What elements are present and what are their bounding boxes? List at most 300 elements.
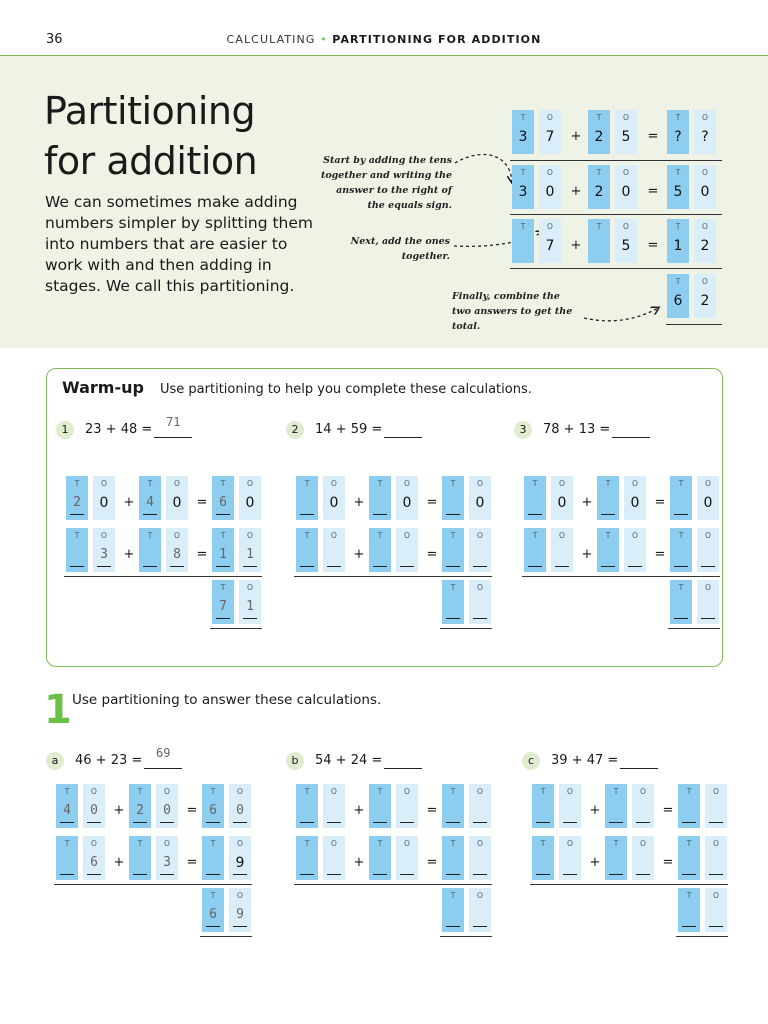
ones-cell — [323, 476, 345, 520]
header-bullet: • — [320, 33, 328, 46]
question-number: 2 — [286, 421, 304, 439]
total-underline — [676, 936, 728, 937]
equals-sign: = — [196, 495, 208, 510]
note-ones: Next, add the ones together. — [350, 236, 450, 262]
ones-cell[interactable] — [229, 888, 251, 932]
tens-cell — [667, 219, 689, 263]
ones-cell[interactable] — [83, 836, 105, 880]
ones-cell[interactable] — [632, 784, 654, 828]
ones-cell[interactable] — [559, 836, 581, 880]
tens-cell[interactable] — [296, 528, 318, 572]
ones-label: O — [477, 891, 483, 900]
write-line — [682, 822, 696, 823]
tens-cell[interactable] — [66, 528, 88, 572]
ones-cell[interactable] — [705, 836, 727, 880]
digit: 6 — [209, 803, 217, 818]
question-number: a — [46, 752, 64, 770]
tens-label: T — [450, 891, 456, 900]
tens-cell[interactable] — [66, 476, 88, 520]
tens-cell[interactable] — [605, 836, 627, 880]
answer-blank[interactable] — [154, 437, 192, 438]
tens-cell[interactable] — [597, 528, 619, 572]
write-line — [636, 874, 650, 875]
ones-label: O — [247, 531, 253, 540]
ones-label: O — [331, 839, 337, 848]
divider-line — [294, 884, 492, 885]
question-number: b — [286, 752, 304, 770]
answer-blank[interactable] — [612, 437, 650, 438]
warmup-instruction: Use partitioning to help you complete these calculations. — [160, 382, 532, 397]
tens-cell[interactable] — [212, 528, 234, 572]
total-underline — [200, 936, 252, 937]
tens-cell[interactable] — [442, 580, 464, 624]
ones-cell[interactable] — [166, 528, 188, 572]
arrow-tens — [455, 155, 512, 182]
write-line — [170, 566, 184, 567]
ones-cell — [694, 219, 716, 263]
equals-sign: = — [654, 495, 666, 510]
ones-label: O — [91, 839, 97, 848]
title-line-1: Partitioning — [44, 89, 256, 133]
write-line — [300, 514, 314, 515]
write-line — [609, 874, 623, 875]
digit: 9 — [235, 855, 245, 871]
question-text: 54 + 24 = — [315, 753, 383, 768]
ones-label: O — [559, 531, 565, 540]
ones-cell[interactable] — [229, 784, 251, 828]
write-line — [160, 874, 174, 875]
ones-label: O — [164, 787, 170, 796]
digit: 0 — [90, 803, 98, 818]
write-line — [555, 566, 569, 567]
ones-label: O — [477, 531, 483, 540]
ones-cell[interactable] — [323, 784, 345, 828]
digit: 0 — [700, 184, 710, 200]
write-line — [327, 566, 341, 567]
write-line — [636, 822, 650, 823]
ones-cell — [166, 476, 188, 520]
write-line — [243, 566, 257, 567]
ones-label: O — [404, 787, 410, 796]
ones-cell — [615, 219, 637, 263]
digit: 0 — [245, 495, 255, 511]
ones-label: O — [237, 839, 243, 848]
write-line — [327, 874, 341, 875]
write-line — [473, 566, 487, 567]
digit: 4 — [146, 495, 154, 510]
ones-cell — [694, 274, 716, 318]
note-tens: Start by adding the tens together and writing the answer to the right of the equals sign. — [320, 155, 452, 211]
digit: 0 — [236, 803, 244, 818]
ones-label: O — [713, 787, 719, 796]
tens-cell[interactable] — [369, 836, 391, 880]
write-line — [446, 874, 460, 875]
digit: 0 — [172, 495, 182, 511]
tens-cell[interactable] — [369, 528, 391, 572]
write-line — [601, 514, 615, 515]
write-line — [674, 618, 688, 619]
digit: 2 — [700, 293, 710, 309]
tens-cell[interactable] — [442, 784, 464, 828]
plus-sign: + — [353, 495, 365, 510]
tens-cell[interactable] — [369, 784, 391, 828]
digit: 0 — [99, 495, 109, 511]
ones-cell[interactable] — [239, 528, 261, 572]
divider-line — [522, 576, 720, 577]
ones-label: O — [477, 787, 483, 796]
ones-label: O — [713, 891, 719, 900]
write-line — [400, 822, 414, 823]
tens-label: T — [210, 839, 216, 848]
ones-cell[interactable] — [624, 528, 646, 572]
digit: 0 — [163, 803, 171, 818]
write-line — [473, 822, 487, 823]
tens-cell[interactable] — [202, 836, 224, 880]
write-line — [446, 514, 460, 515]
ones-label: O — [404, 531, 410, 540]
tens-cell[interactable] — [296, 476, 318, 520]
tens-label: T — [304, 479, 310, 488]
write-line — [473, 926, 487, 927]
tens-cell[interactable] — [139, 528, 161, 572]
digit: 9 — [236, 907, 244, 922]
digit: 2 — [73, 495, 81, 510]
digit: 0 — [402, 495, 412, 511]
digit: 5 — [673, 184, 683, 200]
digit: 3 — [518, 184, 528, 200]
answer-blank[interactable] — [144, 768, 182, 769]
tens-label: T — [450, 531, 456, 540]
tens-label: T — [377, 787, 383, 796]
ones-cell[interactable] — [469, 784, 491, 828]
digit: 5 — [621, 238, 631, 254]
ones-label: O — [547, 113, 553, 122]
tens-label: T — [147, 479, 153, 488]
question-text: 39 + 47 = — [551, 753, 619, 768]
question-text: 23 + 48 = — [85, 422, 153, 437]
tens-cell[interactable] — [670, 476, 692, 520]
question-text: 78 + 13 = — [543, 422, 611, 437]
write-line — [133, 822, 147, 823]
ones-label: O — [404, 839, 410, 848]
plus-sign: + — [353, 547, 365, 562]
ones-label: O — [477, 479, 483, 488]
ones-cell[interactable] — [323, 528, 345, 572]
tens-cell[interactable] — [442, 888, 464, 932]
ones-cell[interactable] — [396, 836, 418, 880]
digit: ? — [701, 129, 709, 145]
tens-cell[interactable] — [442, 476, 464, 520]
write-line — [233, 822, 247, 823]
write-line — [300, 566, 314, 567]
write-line — [473, 874, 487, 875]
tens-label: T — [678, 479, 684, 488]
ones-cell[interactable] — [469, 580, 491, 624]
tens-cell — [667, 165, 689, 209]
tens-cell[interactable] — [56, 784, 78, 828]
write-line — [682, 874, 696, 875]
write-line — [536, 874, 550, 875]
total-underline — [440, 936, 492, 937]
ones-cell[interactable] — [93, 528, 115, 572]
write-line — [701, 618, 715, 619]
write-line — [709, 926, 723, 927]
ones-cell[interactable] — [551, 528, 573, 572]
question-text: 14 + 59 = — [315, 422, 383, 437]
ones-label: O — [705, 583, 711, 592]
write-line — [373, 822, 387, 823]
ones-label: O — [174, 531, 180, 540]
digit: 7 — [545, 129, 555, 145]
ones-cell[interactable] — [229, 836, 251, 880]
tens-cell[interactable] — [139, 476, 161, 520]
ones-label: O — [247, 479, 253, 488]
write-line — [373, 874, 387, 875]
digit: 3 — [100, 547, 108, 562]
tens-cell[interactable] — [369, 476, 391, 520]
ones-cell — [396, 476, 418, 520]
ones-cell — [694, 165, 716, 209]
digit: 0 — [621, 184, 631, 200]
write-line — [528, 514, 542, 515]
equals-sign: = — [647, 238, 659, 253]
write-line — [528, 566, 542, 567]
ones-cell[interactable] — [469, 528, 491, 572]
tens-label: T — [137, 839, 143, 848]
write-line — [70, 566, 84, 567]
intro-text: We can sometimes make adding numbers simpler by splitting them into numbers that are easier to work with and then adding in stages. We call this partitioning. — [45, 193, 314, 295]
handwritten-answer: 71 — [166, 415, 181, 429]
write-line — [143, 566, 157, 567]
ones-cell[interactable] — [396, 784, 418, 828]
digit: 6 — [209, 907, 217, 922]
ones-label: O — [623, 222, 629, 231]
tens-cell[interactable] — [678, 888, 700, 932]
ones-cell[interactable] — [469, 888, 491, 932]
plus-sign: + — [113, 855, 125, 870]
tens-cell[interactable] — [442, 528, 464, 572]
tens-label: T — [64, 839, 70, 848]
plus-sign: + — [570, 129, 582, 144]
ones-cell[interactable] — [705, 784, 727, 828]
write-line — [206, 926, 220, 927]
plus-sign: + — [123, 547, 135, 562]
total-underline — [666, 324, 722, 325]
write-line — [216, 566, 230, 567]
example-arrows — [0, 0, 768, 360]
tens-label: T — [520, 222, 526, 231]
digit: 2 — [594, 129, 604, 145]
ones-label: O — [547, 222, 553, 231]
tens-cell[interactable] — [532, 836, 554, 880]
title-line-2: for addition — [44, 139, 258, 183]
tens-cell — [512, 110, 534, 154]
digit: 8 — [173, 547, 181, 562]
tens-cell[interactable] — [524, 476, 546, 520]
tens-cell[interactable] — [212, 476, 234, 520]
tens-label: T — [686, 891, 692, 900]
divider-line — [294, 576, 492, 577]
write-line — [400, 874, 414, 875]
divider-line — [510, 160, 722, 161]
ones-cell[interactable] — [705, 888, 727, 932]
tens-cell[interactable] — [442, 836, 464, 880]
ones-label: O — [559, 479, 565, 488]
write-line — [609, 822, 623, 823]
ones-cell[interactable] — [632, 836, 654, 880]
digit: 1 — [246, 547, 254, 562]
question-number: c — [522, 752, 540, 770]
write-line — [133, 874, 147, 875]
answer-blank[interactable] — [620, 768, 658, 769]
tens-label: T — [675, 222, 681, 231]
tens-label: T — [678, 583, 684, 592]
equals-sign: = — [647, 184, 659, 199]
ones-cell[interactable] — [323, 836, 345, 880]
tens-cell[interactable] — [670, 528, 692, 572]
ones-label: O — [164, 839, 170, 848]
ones-cell[interactable] — [469, 836, 491, 880]
question-number: 3 — [514, 421, 532, 439]
ones-cell[interactable] — [156, 784, 178, 828]
tens-cell[interactable] — [678, 836, 700, 880]
tens-label: T — [613, 787, 619, 796]
tens-cell[interactable] — [202, 888, 224, 932]
digit: 6 — [90, 855, 98, 870]
tens-cell[interactable] — [605, 784, 627, 828]
write-line — [473, 618, 487, 619]
ones-label: O — [705, 479, 711, 488]
tens-label: T — [220, 479, 226, 488]
write-line — [60, 822, 74, 823]
ones-label: O — [91, 787, 97, 796]
ones-cell[interactable] — [156, 836, 178, 880]
tens-label: T — [686, 787, 692, 796]
ones-cell — [694, 110, 716, 154]
answer-blank[interactable] — [384, 437, 422, 438]
equals-sign: = — [426, 495, 438, 510]
ones-label: O — [547, 168, 553, 177]
tens-cell — [512, 165, 534, 209]
digit: 7 — [219, 599, 227, 614]
write-line — [160, 822, 174, 823]
ones-label: O — [702, 168, 708, 177]
ones-cell[interactable] — [559, 784, 581, 828]
write-line — [143, 514, 157, 515]
ones-cell — [615, 110, 637, 154]
digit: ? — [674, 129, 682, 145]
tens-cell[interactable] — [129, 784, 151, 828]
ones-cell[interactable] — [697, 528, 719, 572]
write-line — [709, 874, 723, 875]
plus-sign: + — [353, 803, 365, 818]
ones-label: O — [101, 479, 107, 488]
write-line — [87, 874, 101, 875]
tens-label: T — [678, 531, 684, 540]
tens-cell[interactable] — [532, 784, 554, 828]
digit: 2 — [594, 184, 604, 200]
divider-line — [510, 268, 722, 269]
digit: 0 — [703, 495, 713, 511]
tens-label: T — [64, 787, 70, 796]
digit: 1 — [673, 238, 683, 254]
write-line — [563, 822, 577, 823]
write-line — [446, 566, 460, 567]
tens-cell — [512, 219, 534, 263]
equals-sign: = — [662, 855, 674, 870]
write-line — [70, 514, 84, 515]
answer-blank[interactable] — [384, 768, 422, 769]
digit: 2 — [700, 238, 710, 254]
ones-label: O — [702, 277, 708, 286]
plus-sign: + — [581, 547, 593, 562]
note-combine: Finally, combine the two answers to get the total. — [452, 291, 573, 332]
tens-cell[interactable] — [202, 784, 224, 828]
tens-cell[interactable] — [678, 784, 700, 828]
tens-label: T — [540, 839, 546, 848]
tens-cell[interactable] — [56, 836, 78, 880]
divider-line — [64, 576, 262, 577]
ones-cell[interactable] — [697, 580, 719, 624]
ones-label: O — [640, 839, 646, 848]
ones-label: O — [702, 222, 708, 231]
ones-cell — [624, 476, 646, 520]
digit: 6 — [673, 293, 683, 309]
divider-line — [510, 214, 722, 215]
ones-label: O — [237, 891, 243, 900]
ones-label: O — [331, 787, 337, 796]
ones-cell — [539, 165, 561, 209]
divider-line — [54, 884, 252, 885]
write-line — [300, 822, 314, 823]
ones-cell[interactable] — [396, 528, 418, 572]
write-line — [206, 874, 220, 875]
equals-sign: = — [654, 547, 666, 562]
write-line — [709, 822, 723, 823]
tens-cell[interactable] — [597, 476, 619, 520]
tens-cell[interactable] — [129, 836, 151, 880]
tens-cell[interactable] — [670, 580, 692, 624]
ones-cell[interactable] — [239, 580, 261, 624]
tens-label: T — [540, 787, 546, 796]
tens-label: T — [304, 839, 310, 848]
ones-label: O — [702, 113, 708, 122]
tens-label: T — [377, 839, 383, 848]
digit: 0 — [545, 184, 555, 200]
tens-cell[interactable] — [212, 580, 234, 624]
tens-cell[interactable] — [296, 836, 318, 880]
question-number: 1 — [56, 421, 74, 439]
write-line — [216, 514, 230, 515]
tens-label: T — [450, 583, 456, 592]
equals-sign: = — [426, 547, 438, 562]
ones-label: O — [477, 583, 483, 592]
ones-cell[interactable] — [83, 784, 105, 828]
ones-label: O — [567, 839, 573, 848]
equals-sign: = — [426, 855, 438, 870]
tens-label: T — [520, 113, 526, 122]
plus-sign: + — [353, 855, 365, 870]
tens-cell[interactable] — [296, 784, 318, 828]
ones-label: O — [705, 531, 711, 540]
write-line — [446, 926, 460, 927]
tens-cell[interactable] — [524, 528, 546, 572]
plus-sign: + — [123, 495, 135, 510]
digit: 3 — [518, 129, 528, 145]
digit: 4 — [63, 803, 71, 818]
digit: 1 — [246, 599, 254, 614]
tens-label: T — [210, 891, 216, 900]
